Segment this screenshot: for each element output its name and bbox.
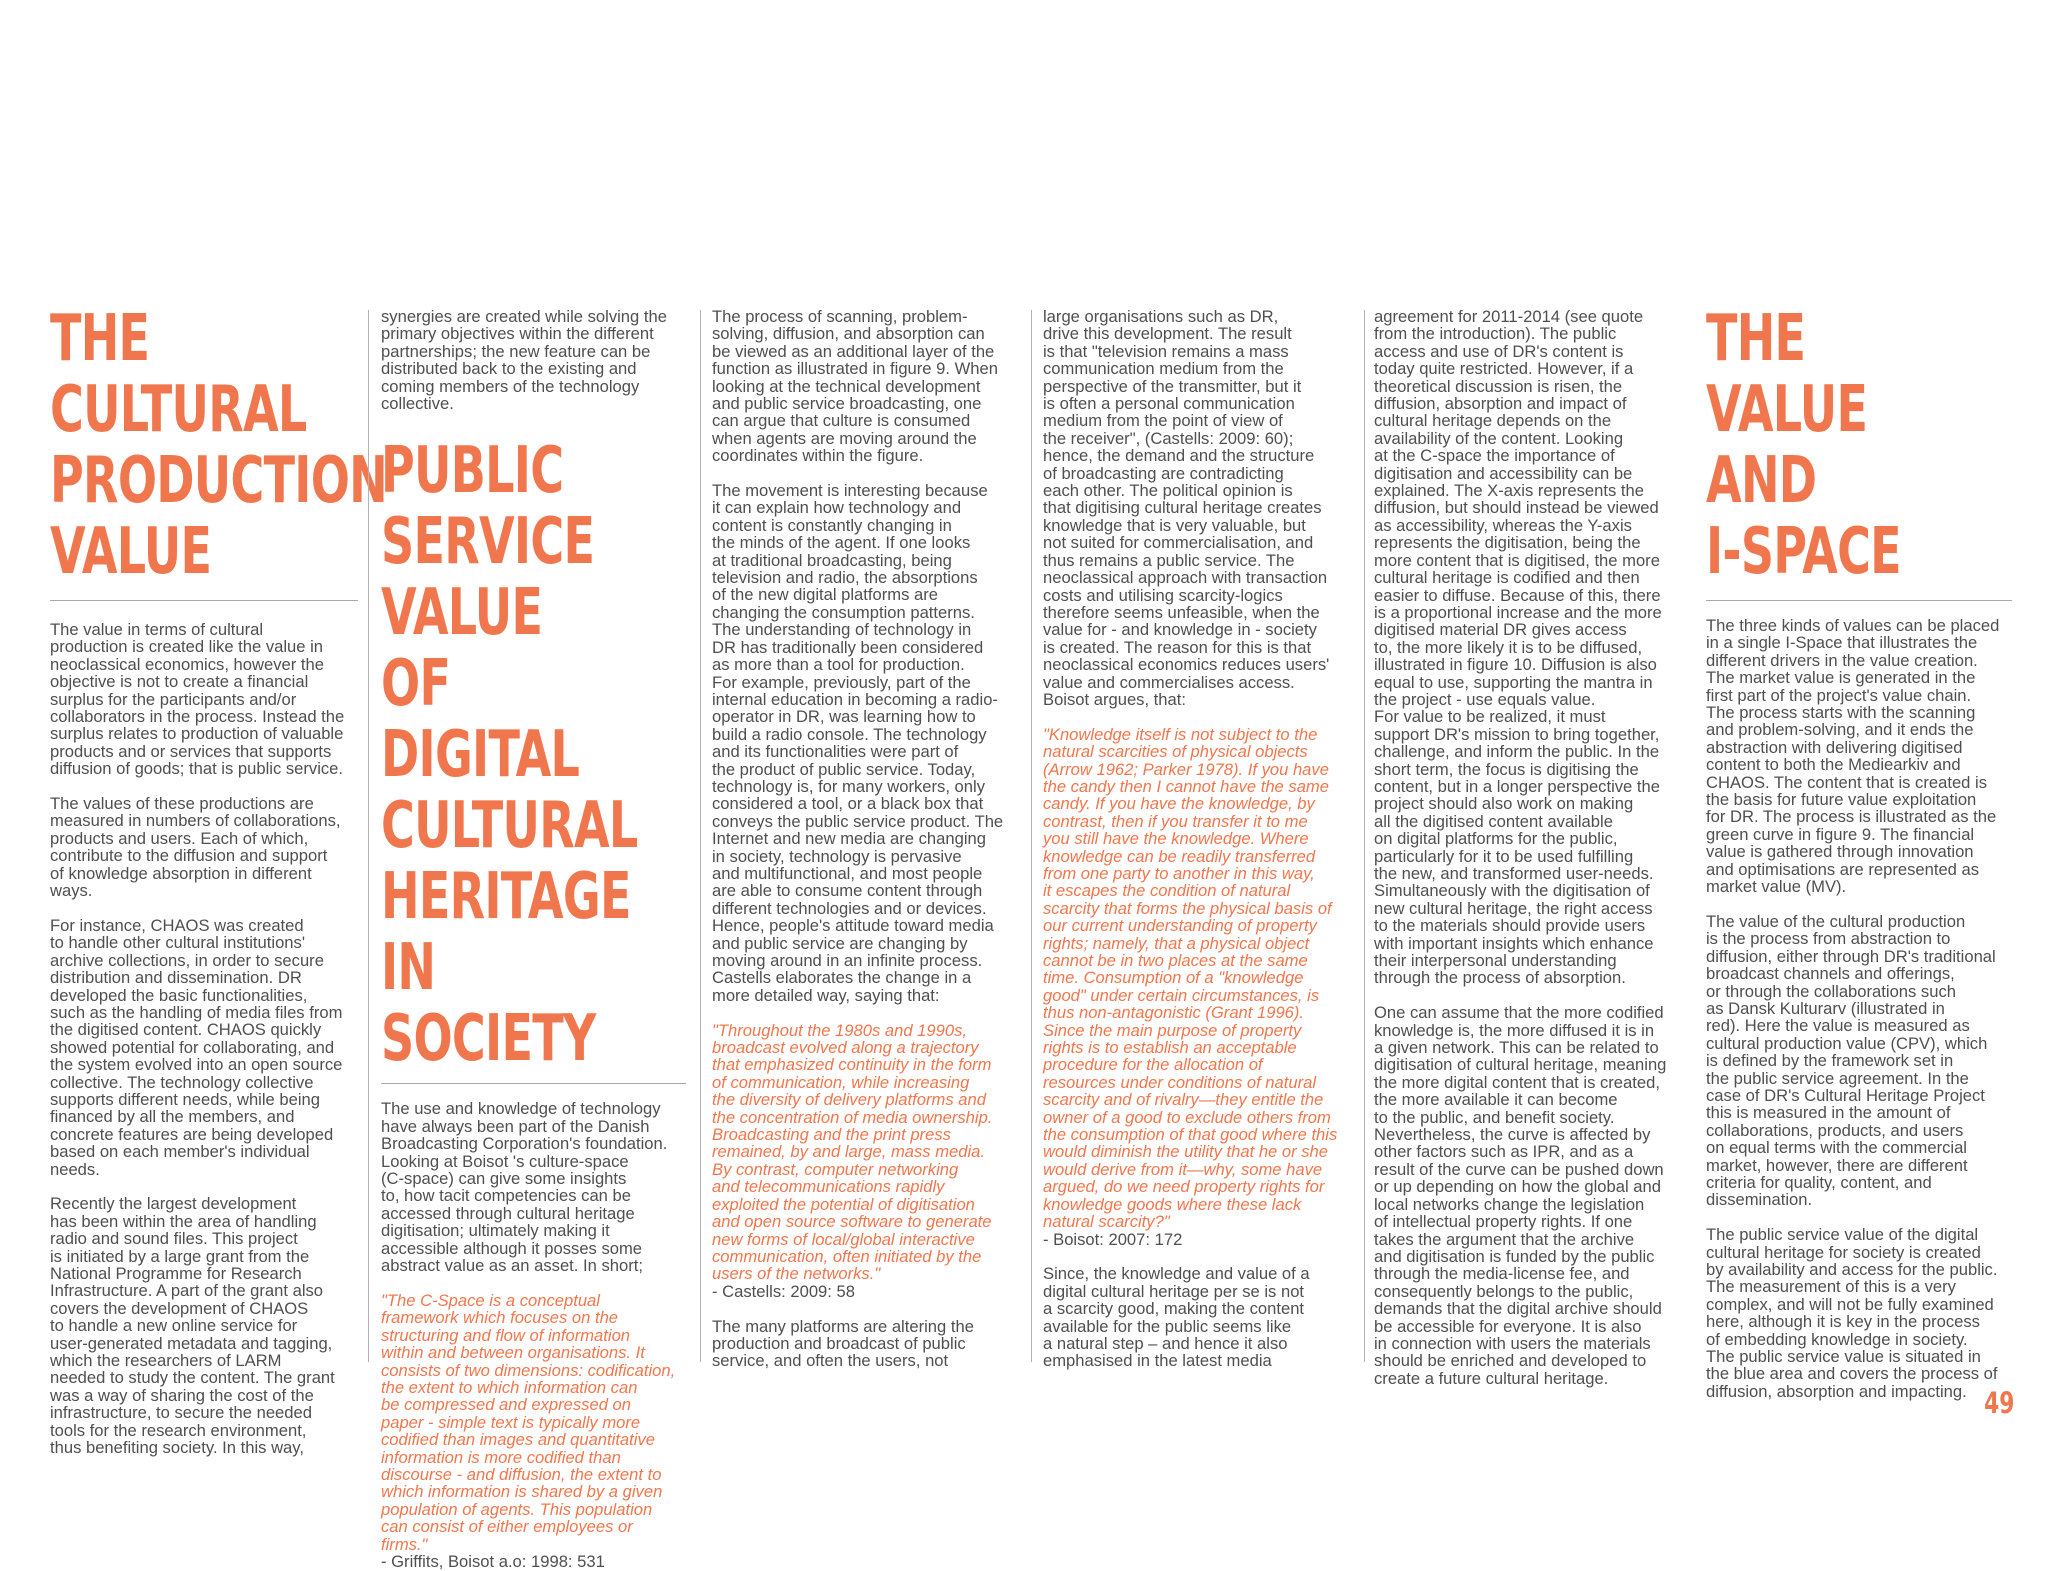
heading-cultural-production-value: THE CULTURAL PRODUCTION VALUE xyxy=(50,302,388,589)
page-number: 49 xyxy=(1983,1386,2014,1420)
quote-castells: "Throughout the 1980s and 1990s, broadcast evolved along a trajectory that emphasized continuity in the form of communication, while increasing the diversity of delivery platforms and the concentration of media ownership. Broadcasting and the print press remained, by and large, mass media. By contrast, computer networking and telecommunications rapidly exploited the potential of digitisation and open source software to generate new forms of local/global interactive communication, often initiated by the users of the networks." xyxy=(712,1020,993,1284)
paragraph: The many platforms are altering the production and broadcast of public service, and often the users, not xyxy=(712,1316,974,1371)
heading-rule xyxy=(50,600,358,601)
heading-rule xyxy=(1706,600,2012,601)
paragraph: The movement is interesting because it can explain how technology and content is constantly changing in the minds of the agent. If one looks at traditional broadcasting, being television and radio, the absorptions of the new digital platforms are changing the consumption patterns. The understanding of technology in DR has traditionally been considered as more than a tool for production. For example, previously, part of the internal education in becoming a radio- operator in DR, was learning how to build a radio console. The technology and its functionalities were part of the product of public service. Today, technology is, for many workers, only considered a tool, or a black box that conveys the public service product. The Internet and new media are changing in society, technology is pervasive and multifunctional, and most people are able to consume content through different technologies and or devices. Hence, people's attitude toward media and public service are changing by moving around in an infinite process. Castells elaborates the change in a more detailed way, saying that: xyxy=(712,481,1004,1005)
paragraph: Recently the largest development has been within the area of handling radio and sound files. This project is initiated by a large grant from the National Programme for Research Infrastructure. A part of the grant also covers the development of CHAOS to handle a new online service for user-generated metadata and tagging, which the researchers of LARM needed to study the content. The grant was a way of sharing the cost of the infrastructure, to secure the needed tools for the research environment, thus benefiting society. In this way, xyxy=(50,1194,335,1458)
citation: - Castells: 2009: 58 xyxy=(712,1281,855,1301)
paragraph: The values of these productions are measured in numbers of collaborations, products and users. Each of which, contribute to the diffusion and support of knowledge absorption in different ways. xyxy=(50,794,341,901)
column-divider xyxy=(1364,310,1365,1362)
column-6 xyxy=(1706,304,2012,1400)
heading-public-service-value: PUBLIC SERVICE VALUE OF DIGITAL CULTURAL HERITAGE IN SOCIETY xyxy=(381,434,638,1077)
paragraph: One can assume that the more codified knowledge is, the more diffused it is in a given network. This can be related to digitisation of cultural heritage, meaning the more digital content that is created, the more available it can become to the public, and benefit society. Nevertheless, the curve is affected by other factors such as IPR, and as a result of the curve can be pushed down or up depending on how the global and local networks change the legislation of intellectual property rights. If one takes the argument that the archive and digitisation is funded by the public through the media-license fee, and consequently belongs to the public, demands that the digital archive should be accessible for everyone. It is also in connection with users the materials should be enriched and developed to create a future cultural heritage. xyxy=(1374,1003,1667,1388)
paragraph: The use and knowledge of technology have always been part of the Danish Broadcasting Corporation's foundation. Looking at Boisot 's culture-space (C-space) can give some insights to, how tacit competencies can be accessed through cultural heritage digitisation; ultimately making it accessible although it posses some abstract value as an asset. In short; xyxy=(381,1099,668,1276)
citation: - Griffits, Boisot a.o: 1998: 531 xyxy=(381,1551,605,1571)
quote-boisot-c-space: "The C-Space is a conceptual framework which focuses on the structuring and flow of information within and between organisations. It consists of two dimensions: codification, the extent to which information can be compressed and expressed on paper - simple text is typically more codified than images and quantitative information is more codified than discourse - and diffusion, the extent to which information is shared by a given population of agents. This population can consist of either employees or firms." xyxy=(381,1290,676,1554)
paragraph: For instance, CHAOS was created to handle other cultural institutions' archive collections, in order to secure distribution and dissemination. DR developed the basic functionalities, such as the handling of media files from the digitised content. CHAOS quickly showed potential for collaborating, and the system evolved into an open source collective. The technology collective supports different needs, while being financed by all the members, and concrete features are being developed based on each member's individual needs. xyxy=(50,915,343,1179)
column-4 xyxy=(1043,308,1358,1370)
paragraph: large organisations such as DR, drive this development. The result is that "television remains a mass communication medium from the perspective of the transmitter, but it is often a personal communication medium from the point of view of the receiver", (Castells: 2009: 60); hence, the demand and the structure of broadcasting are contradicting each other. The political opinion is that digitising cultural heritage creates knowledge that is very valuable, but not suited for commercialisation, and thus remains a public service. The neoclassical approach with transaction costs and utilising scarcity-logics therefore seems unfeasible, when the value for - and knowledge in - society is created. The reason for this is that neoclassical economics reduces users' value and commercialises access. Boisot argues, that: xyxy=(1043,307,1330,709)
paragraph: agreement for 2011-2014 (see quote from the introduction). The public access and use of DR's content is today quite restricted. However, if a theoretical discussion is risen, the diffusion, absorption and impact of cultural heritage depends on the availability of the content. Looking at the C-space the importance of digitisation and accessibility can be explained. The X-axis represents the diffusion, but should instead be viewed as accessibility, whereas the Y-axis represents the digitisation, being the more content that is digitised, the more cultural heritage is codified and then easier to diffuse. Because of this, there is a proportional increase and the more digitised material DR gives access to, the more likely it is to be diffused, illustrated in figure 10. Diffusion is also equal to use, supporting the mantra in the project - use equals value. For value to be realized, it must support DR's mission to bring together, challenge, and inform the public. In the short term, the focus is digitising the content, but in a longer perspective the project should also work on making all the digitised content available on digital platforms for the public, particularly for it to be used fulfilling the new, and transformed user-needs. Simultaneously with the digitisation of new cultural heritage, the right access to the materials should provide users with important insights which enhance their interpersonal understanding through the process of absorption. xyxy=(1374,307,1662,988)
paragraph: The public service value of the digital cultural heritage for society is created by availability and access for the public. The measurement of this is a very complex, and will not be fully examined here, although it is key in the process of embedding knowledge in society. The public service value is situated in the blue area and covers the process of diffusion, absorption and impacting. xyxy=(1706,1225,1998,1401)
column-divider xyxy=(368,310,369,1362)
column-divider xyxy=(1031,310,1032,1362)
column-2 xyxy=(381,308,691,1570)
paragraph: The three kinds of values can be placed in a single I-Space that illustrates the different drivers in the value creation. The market value is generated in the first part of the project's value chain. The process starts with the scanning and problem-solving, and it ends the abstraction with delivering digitised content to both the Mediearkiv and CHAOS. The content that is created is the basis for future value exploitation for DR. The process is illustrated as the green curve in figure 9. The financial value is gathered through innovation and optimisations are represented as market value (MV). xyxy=(1706,616,2000,897)
paragraph: The value in terms of cultural production is created like the value in neoclassical economics, however the objective is not to create a financial surplus for the participants and/or collaborators in the process. Instead the surplus relates to production of valuable products and or services that supports diffusion of goods; that is public service. xyxy=(50,620,345,779)
quote-boisot-knowledge: "Knowledge itself is not subject to the natural scarcities of physical objects (Arrow 1962; Parker 1978). If you have the candy then I cannot have the same candy. If you have the knowledge, by contrast, then if you transfer it to me you still have the knowledge. Where knowledge can be readily transferred from one party to another in this way, it escapes the condition of natural scarcity that forms the physical basis of our current understanding of property rights; namely, that a physical object cannot be in two places at the same time. Consumption of a "knowledge good" under certain circumstances, is thus non-antagonistic (Grant 1996). Since the main purpose of property rights is to establish an acceptable procedure for the allocation of resources under conditions of natural scarcity and of rivalry—they entitle the owner of a good to exclude others from the consumption of that good where this would diminish the utility that he or she would derive from it—why, some have argued, do we need property rights for knowledge goods where these lack natural scarcity?" xyxy=(1043,724,1338,1232)
column-divider xyxy=(700,310,701,1362)
column-3 xyxy=(712,308,1022,1370)
heading-rule xyxy=(381,1083,686,1084)
paragraph: Since, the knowledge and value of a digital cultural heritage per se is not a scarcity good, making the content available for the public seems like a natural step – and hence it also emphasised in the latest media xyxy=(1043,1264,1310,1371)
paragraph: The value of the cultural production is the process from abstraction to diffusion, either through DR's traditional broadcast channels and offerings, or through the collaborations such as Dansk Kulturarv (illustrated in red). Here the value is measured as cultural production value (CPV), which is defined by the framework set in the public service agreement. In the case of DR's Cultural Heritage Project this is measured in the amount of collaborations, products, and users on equal terms with the commercial market, however, there are different criteria for quality, content, and dissemination. xyxy=(1706,911,1996,1210)
paragraph: The process of scanning, problem- solving, diffusion, and absorption can be viewed as an additional layer of the function as illustrated in figure 9. When looking at the technical development and public service broadcasting, one can argue that culture is consumed when agents are moving around the coordinates within the figure. xyxy=(712,307,998,466)
column-5 xyxy=(1374,308,1689,1387)
column-1 xyxy=(50,302,388,1458)
paragraph: synergies are created while solving the primary objectives within the different partnerships; the new feature can be distributed back to the existing and coming members of the technology collective. xyxy=(381,307,667,414)
heading-value-and-i-space: THE VALUE AND I-SPACE xyxy=(1706,302,1901,589)
citation: - Boisot: 2007: 172 xyxy=(1043,1229,1183,1249)
